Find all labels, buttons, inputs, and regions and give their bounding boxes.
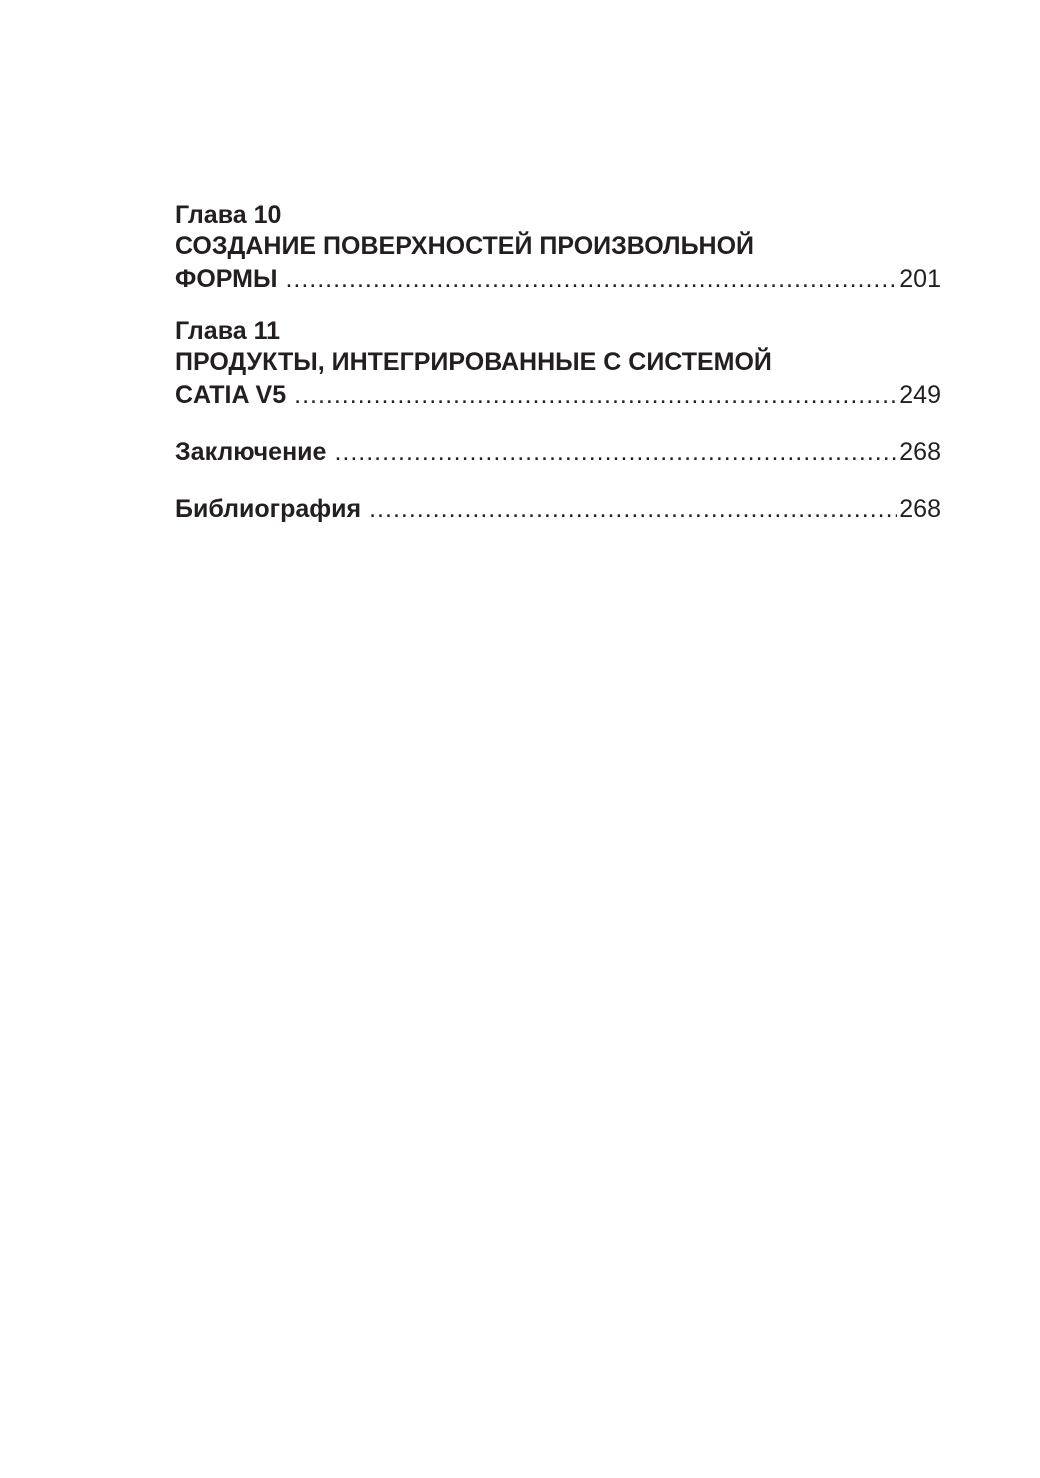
toc-entry-row[interactable] [175,379,941,412]
entry-title: Библиография [175,495,362,523]
chapter-title-line: CATIA V5 [175,381,287,409]
chapter-title-line: ФОРМЫ [175,265,278,293]
table-of-contents [175,200,941,526]
page-number: 249 [899,381,941,409]
toc-entry-conclusion[interactable] [175,436,941,469]
dot-leader [369,493,897,526]
chapter-label: Глава 10 [175,201,282,229]
toc-chapter-11 [175,316,941,412]
dot-leader [285,263,897,296]
chapter-title-line: СОЗДАНИЕ ПОВЕРХНОСТЕЙ ПРОИЗВОЛЬНОЙ [175,232,755,260]
entry-title: Заключение [175,438,327,466]
page-number: 201 [899,265,941,293]
dot-leader [334,436,897,469]
toc-entry-row[interactable] [175,263,941,296]
page-number: 268 [899,495,941,523]
toc-entry-bibliography[interactable] [175,493,941,526]
toc-chapter-10 [175,200,941,296]
chapter-title-line: ПРОДУКТЫ, ИНТЕГРИРОВАННЫЕ С СИСТЕМОЙ [175,348,772,376]
chapter-label: Глава 11 [175,317,281,345]
dot-leader [294,379,897,412]
page-number: 268 [899,438,941,466]
